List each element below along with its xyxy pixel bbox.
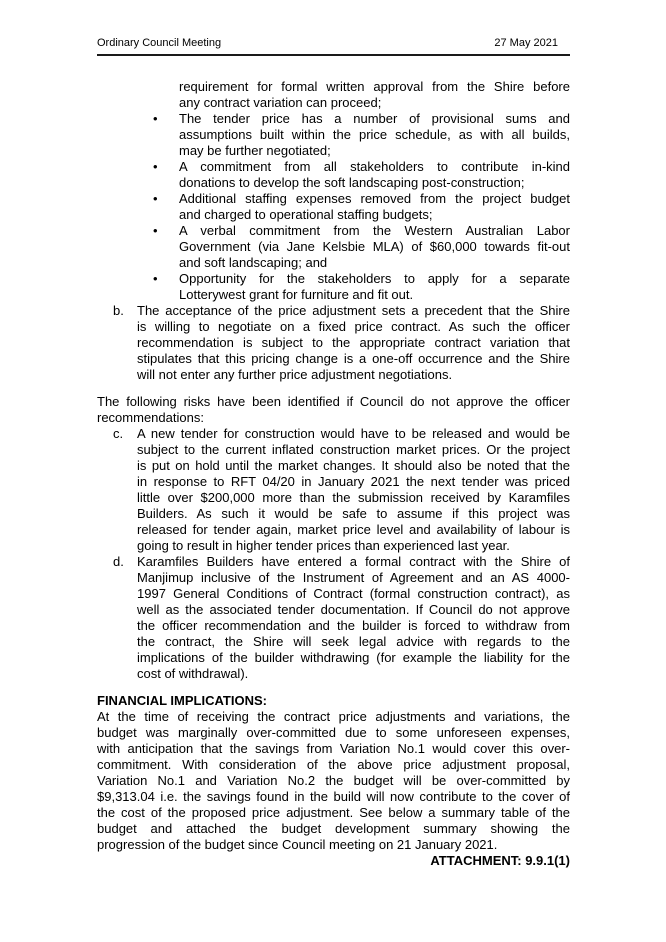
text-line: is willing to negotiate on a fixed price contract. As such the officer xyxy=(137,319,570,334)
text-line: Builders. As such it would be safe to assume if this project was xyxy=(137,506,570,521)
bullet-item xyxy=(97,159,570,191)
text-line: Lotterywest grant for furniture and fit out. xyxy=(179,287,414,302)
text-line: released for tender again, market price level and availability of labour is xyxy=(137,522,570,537)
text-line: 1997 General Conditions of Contract (formal construction contract), as xyxy=(137,586,570,601)
text-line: recommendation is subject to the appropriate contract variation that xyxy=(137,335,570,350)
paragraph xyxy=(97,394,570,426)
text-line: A new tender for construction would have to be released and would be xyxy=(137,426,570,441)
text-line: with anticipation that the savings from Variation No.1 would cover this over- xyxy=(97,741,570,756)
page-header xyxy=(97,36,570,56)
text-line: Government (via Jane Kelsbie MLA) of $60,000 towards fit-out xyxy=(179,239,570,254)
text-line: in response to RFT 04/20 in January 2021 the next tender was priced xyxy=(137,474,570,489)
text-line: going to result in higher tender prices than experienced last year. xyxy=(137,538,510,553)
bullet-marker: • xyxy=(153,223,158,238)
document-body xyxy=(97,79,570,869)
bullet-item xyxy=(97,271,570,303)
text-line: recommendations: xyxy=(97,410,204,425)
text-line: Opportunity for the stakeholders to apply for a separate xyxy=(179,271,570,286)
text-line: may be further negotiated; xyxy=(179,143,331,158)
text-line: any contract variation can proceed; xyxy=(179,95,382,110)
bullet-marker: • xyxy=(153,191,158,206)
text-line: well as the associated tender documentation. If Council do not approve xyxy=(137,602,570,617)
text-line: requirement for formal written approval from the Shire before xyxy=(179,79,570,94)
text-line: Additional staffing expenses removed from the project budget xyxy=(179,191,570,206)
text-line: progression of the budget since Council meeting on 21 January 2021. xyxy=(97,837,498,852)
bullet-item xyxy=(97,191,570,223)
header-date: 27 May 2021 xyxy=(494,37,558,49)
continuation-text xyxy=(97,79,570,111)
text-line: commitment. With consideration of the above price adjustment proposal, xyxy=(97,757,570,772)
text-line: The acceptance of the price adjustment sets a precedent that the Shire xyxy=(137,303,570,318)
text-line: budget was marginally over-committed due to some unforeseen expenses, xyxy=(97,725,570,740)
text-line: cost of withdrawal). xyxy=(137,666,249,681)
text-line: the officer recommendation and the builder is forced to withdraw from xyxy=(137,618,570,633)
text-line: is put on hold until the market changes. It should also be noted that the xyxy=(137,458,570,473)
text-line: donations to develop the soft landscaping post-construction; xyxy=(179,175,525,190)
attachment-ref: ATTACHMENT: 9.9.1(1) xyxy=(430,853,570,868)
text-line: stipulates that this pricing change is a one-off occurrence and the Shire xyxy=(137,351,570,366)
text-line: and charged to operational staffing budgets; xyxy=(179,207,433,222)
text-line: the cost of the proposed price adjustment. See below a summary table of the xyxy=(97,805,570,820)
text-line: The tender price has a number of provisional sums and xyxy=(179,111,570,126)
text-line: little over $200,000 more than the submission received by Karamfiles xyxy=(137,490,570,505)
header-rule xyxy=(97,36,570,56)
bullet-item xyxy=(97,223,570,271)
text-line: Manjimup inclusive of the Instrument of Agreement and an AS 4000- xyxy=(137,570,570,585)
letter-item xyxy=(97,426,570,554)
text-line: The following risks have been identified if Council do not approve the officer xyxy=(97,394,570,409)
text-line: Variation No.1 and Variation No.2 the budget will be over-committed by xyxy=(97,773,570,788)
bullet-marker: • xyxy=(153,111,158,126)
letter-item xyxy=(97,303,570,383)
text-line: and soft landscaping; and xyxy=(179,255,328,270)
paragraph xyxy=(97,709,570,853)
bullet-marker: • xyxy=(153,159,158,174)
text-line: budget and attached the budget development summary showing the xyxy=(97,821,570,836)
letter-marker: b. xyxy=(113,303,124,318)
text-line: subject to the current inflated construction market prices. Or the project xyxy=(137,442,570,457)
letter-item xyxy=(97,554,570,682)
letter-marker: c. xyxy=(113,426,124,441)
text-line: At the time of receiving the contract price adjustments and variations, the xyxy=(97,709,570,724)
text-line: $9,313.04 i.e. the savings found in the build will now contribute to the cover of xyxy=(97,789,570,804)
text-line: Karamfiles Builders have entered a formal contract with the Shire of xyxy=(137,554,570,569)
text-line: the contract, the Shire will seek legal advice with regards to the xyxy=(137,634,570,649)
text-line: assumptions built within the price schedule, as with all builds, xyxy=(179,127,570,142)
section-heading: FINANCIAL IMPLICATIONS: xyxy=(97,693,267,708)
text-line: A verbal commitment from the Western Australian Labor xyxy=(179,223,570,238)
text-line: will not enter any further price adjustment negotiations. xyxy=(137,367,453,382)
text-line: A commitment from all stakeholders to contribute in-kind xyxy=(179,159,570,174)
bullet-item xyxy=(97,111,570,159)
text-line: implications of the builder withdrawing (for example the liability for the xyxy=(137,650,570,665)
bullet-marker: • xyxy=(153,271,158,286)
header-title: Ordinary Council Meeting xyxy=(97,37,222,49)
letter-marker: d. xyxy=(113,554,124,569)
